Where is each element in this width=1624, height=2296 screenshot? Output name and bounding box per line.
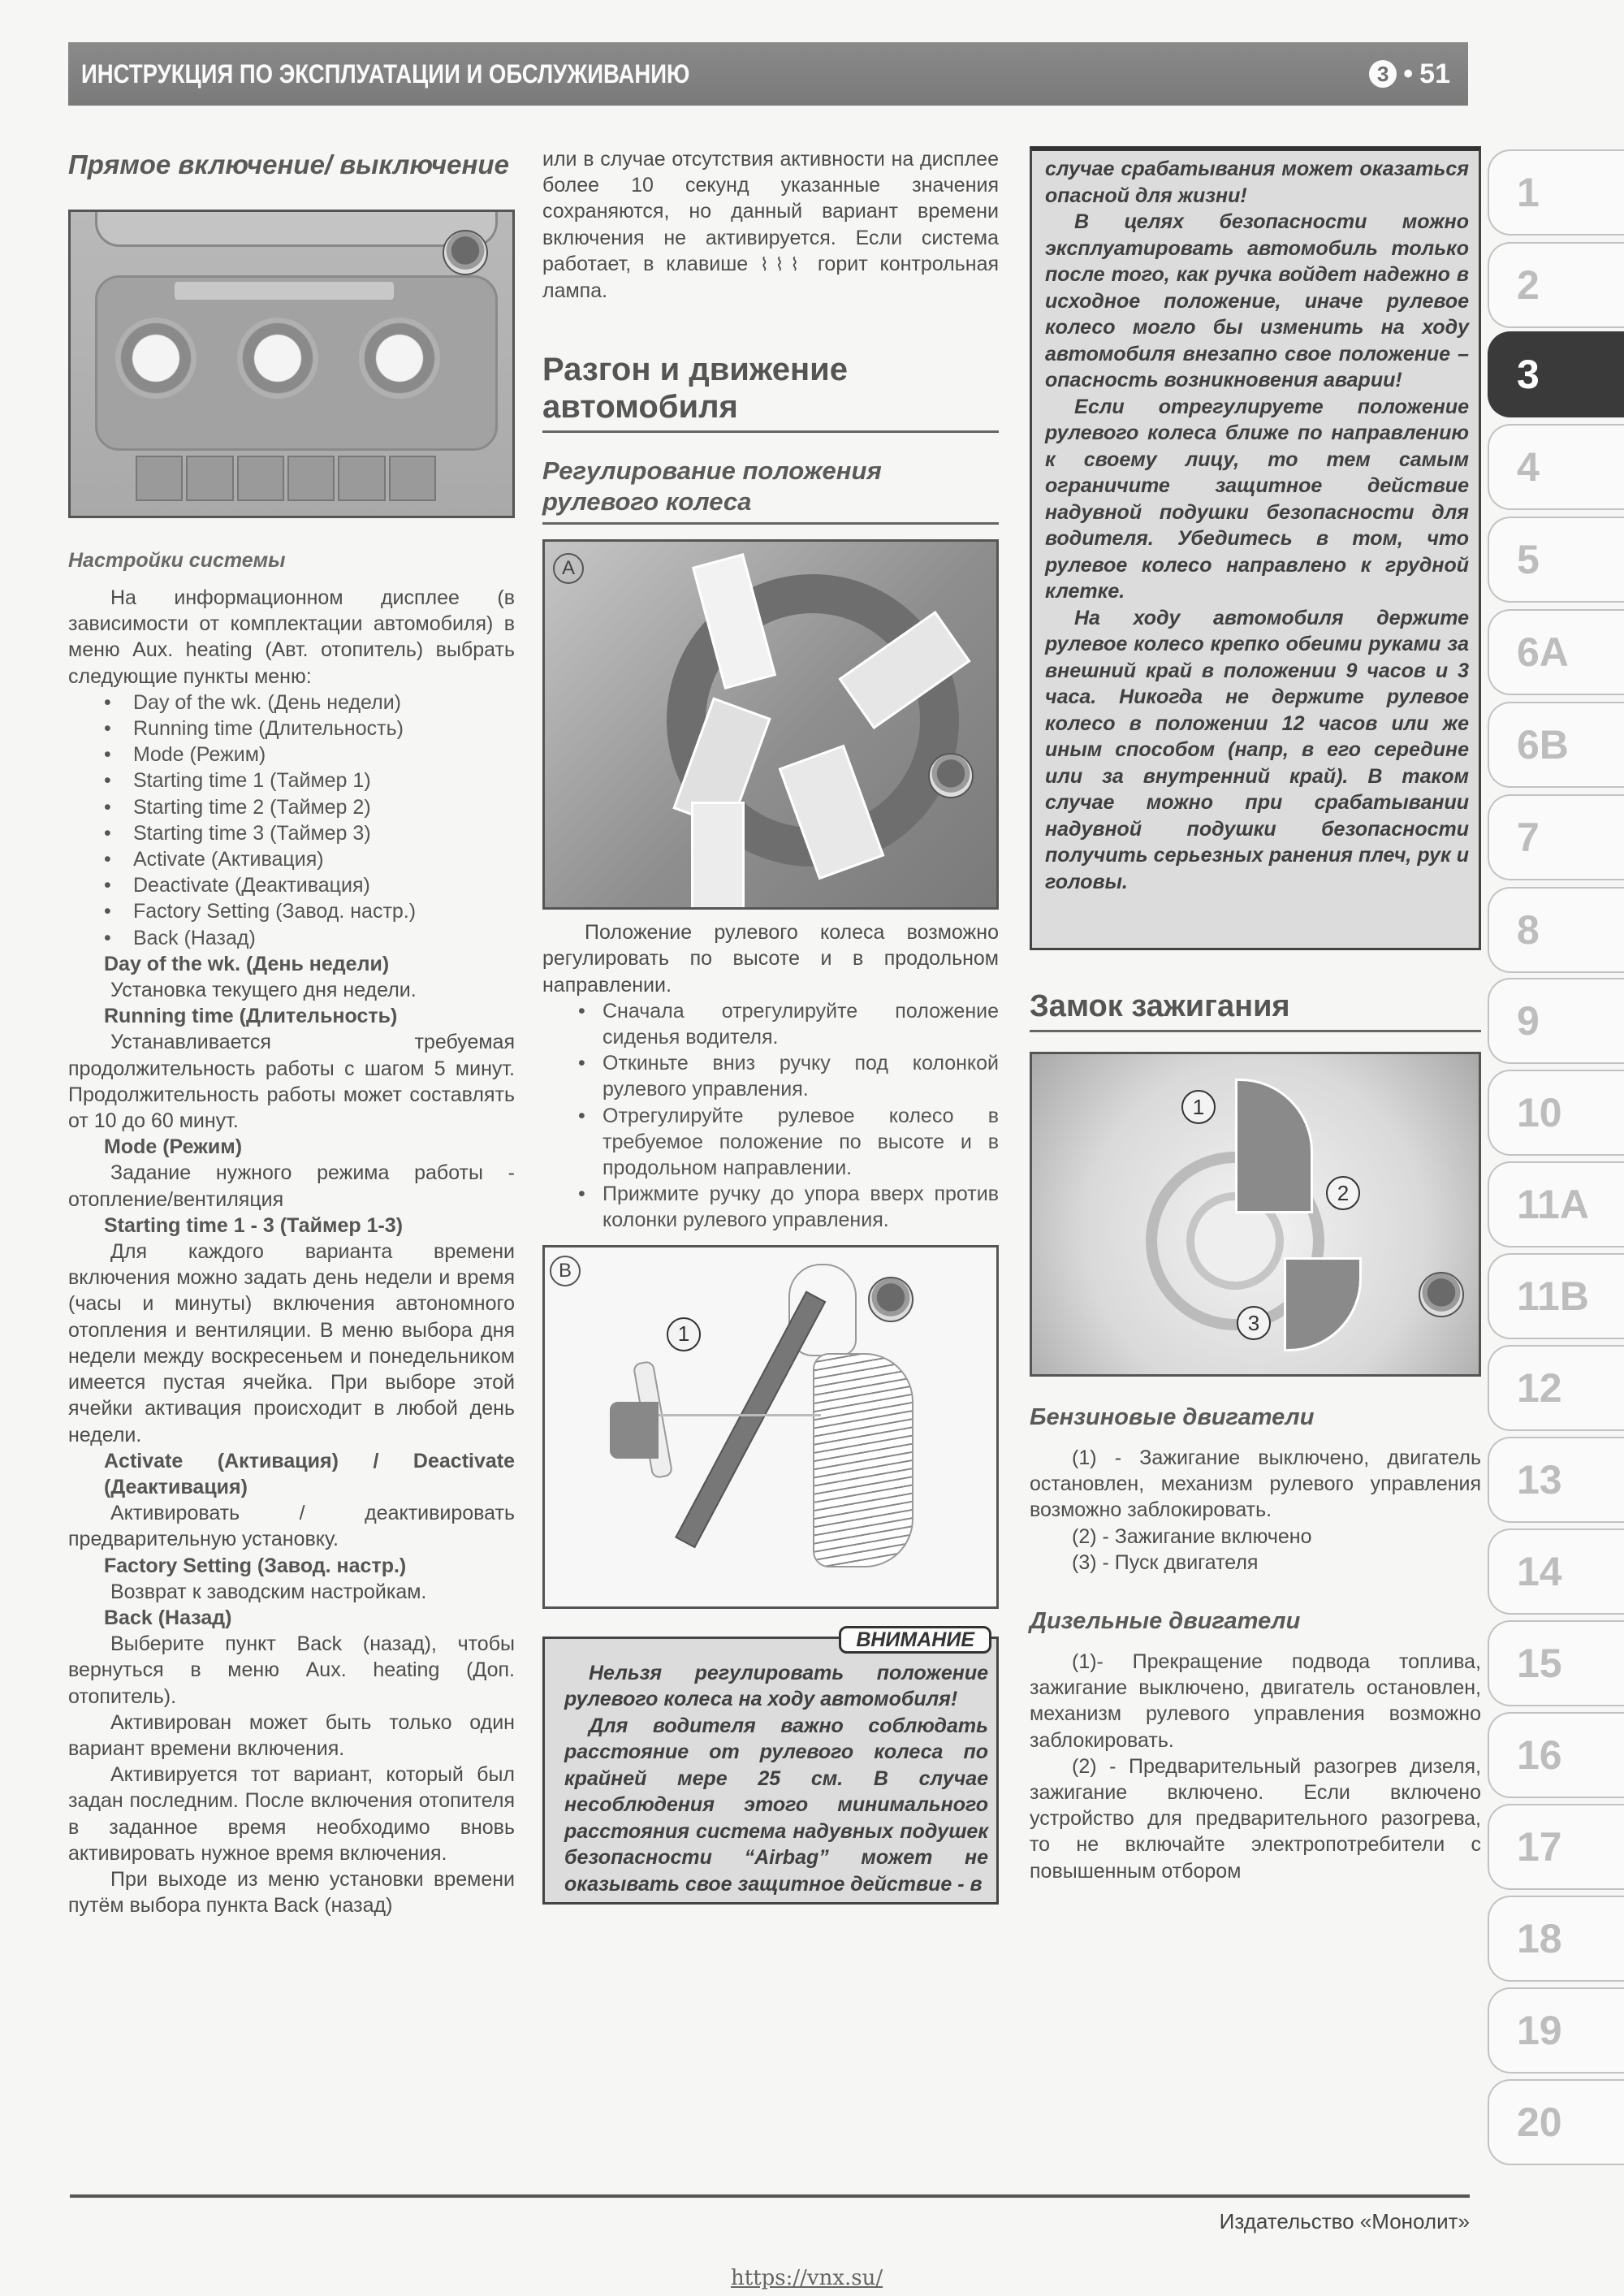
bullet-separator: • bbox=[1403, 58, 1414, 89]
tab-chapter-1[interactable]: 1 bbox=[1488, 149, 1624, 236]
distance-arrow bbox=[659, 1414, 821, 1416]
list-item: • Starting time 2 (Таймер 2) bbox=[104, 794, 515, 820]
tab-chapter-15[interactable]: 15 bbox=[1488, 1620, 1624, 1706]
petrol-item: (2) - Зажигание включено bbox=[1072, 1524, 1312, 1548]
figure-label-b: B bbox=[550, 1256, 581, 1286]
subheading-steering-adjustment: Регулирование положения рулевого колеса bbox=[542, 456, 999, 525]
tab-chapter-4[interactable]: 4 bbox=[1488, 424, 1624, 510]
panel-button bbox=[287, 456, 335, 501]
list-item: • Прижмите ручку до упора вверх против колонки рулевого управления. bbox=[578, 1181, 999, 1233]
definition-text: Активировать / деактивировать предварительную установку. bbox=[68, 1502, 515, 1551]
page-header-bar bbox=[68, 42, 1468, 106]
term-day-of-week: Day of the wk. (День недели) bbox=[104, 952, 390, 975]
term-starting-time: Starting time 1 - 3 (Таймер 1-3) bbox=[104, 1213, 404, 1237]
paragraph-exit-menu: При выходе из меню установки времени путём выбора пункта Back (назад) bbox=[68, 1867, 515, 1918]
panel-button bbox=[338, 456, 385, 501]
diesel-item: (1)- Прекращение подвода топлива, зажигание выключено, двигатель остановлен, механизм рулевого управления возможно заблокировать. bbox=[1030, 1650, 1481, 1752]
list-item: • Day of the wk. (День недели) bbox=[104, 690, 515, 716]
tab-chapter-2[interactable]: 2 bbox=[1488, 242, 1624, 328]
warning-paragraph: Нельзя регулировать положение рулевого колеса на ходу автомобиля! bbox=[564, 1661, 988, 1711]
section-heading-ignition-lock: Замок зажигания bbox=[1030, 988, 1481, 1032]
warning-paragraph: На ходу автомобиля держите рулевое колесо крепко обеими руками за внешний край в положении 9 часов и 3 часа. Никогда не держите рулевое колесо в положении 12 часов или же иным способом (напр, в его середине или за внутренний край). В таком случае можно при срабатывании надувной подушки безопасности получить серьезных ранения плеч, рук и головы. bbox=[1045, 606, 1469, 893]
list-item: • Running time (Длительность) bbox=[104, 716, 515, 742]
list-item: • Factory Setting (Завод. настр.) bbox=[104, 898, 515, 924]
definition-text: Устанавливается требуемая продолжительность работы с шагом 5 минут. Продолжительность работы может составлять от 10 до 60 минут. bbox=[68, 1031, 515, 1133]
manual-title: ИНСТРУКЦИЯ ПО ЭКСПЛУАТАЦИИ И ОБСЛУЖИВАНИЮ bbox=[81, 58, 690, 89]
continuation-paragraph bbox=[542, 146, 999, 304]
subheading-diesel-engines: Дизельные двигатели bbox=[1030, 1608, 1301, 1635]
panel-button bbox=[136, 456, 183, 501]
dashboard-trim bbox=[95, 212, 498, 247]
publisher-logo-icon bbox=[443, 230, 488, 275]
list-item: • Back (Назад) bbox=[104, 925, 515, 951]
list-item: • Откиньте вниз ручку под колонкой рулевого управления. bbox=[578, 1050, 999, 1102]
section-heading-acceleration: Разгон и движение автомобиля bbox=[542, 351, 999, 433]
publisher-logo-icon bbox=[868, 1277, 914, 1322]
callout-2: 2 bbox=[1326, 1176, 1360, 1210]
term-running-time: Running time (Длительность) bbox=[104, 1005, 398, 1028]
temperature-knob bbox=[115, 318, 197, 399]
tab-chapter-20[interactable]: 20 bbox=[1488, 2079, 1624, 2165]
paragraph-active-one: Активирован может быть только один вариант времени включения. bbox=[68, 1710, 515, 1760]
tab-chapter-11a[interactable]: 11A bbox=[1488, 1161, 1624, 1247]
tab-chapter-11b[interactable]: 11B bbox=[1488, 1253, 1624, 1339]
list-item: • Сначала отрегулируйте положение сиденья водителя. bbox=[578, 998, 999, 1050]
footer-divider bbox=[70, 2194, 1470, 2198]
chapter-number-badge: 3 bbox=[1369, 60, 1397, 88]
tab-chapter-16[interactable]: 16 bbox=[1488, 1712, 1624, 1798]
callout-1: 1 bbox=[1181, 1090, 1216, 1124]
tab-chapter-5[interactable]: 5 bbox=[1488, 517, 1624, 603]
term-mode: Mode (Режим) bbox=[104, 1135, 243, 1159]
steering-steps-list bbox=[542, 998, 999, 1234]
panel-button bbox=[389, 456, 436, 501]
term-activate-deactivate: Activate (Активация) / Deactivate (Деактивация) bbox=[104, 1449, 515, 1498]
publisher-logo-icon bbox=[928, 753, 974, 798]
tab-chapter-6a[interactable]: 6A bbox=[1488, 609, 1624, 695]
panel-button bbox=[237, 456, 284, 501]
diesel-item: (2) - Предварительный разогрев дизеля, зажигание включено. Если включено устройство для предварительного разогрева, то не включайте электропотребители с повышенным отбором bbox=[1030, 1754, 1481, 1883]
button-row bbox=[136, 456, 436, 501]
column-1 bbox=[68, 146, 515, 1918]
term-factory-setting: Factory Setting (Завод. настр.) bbox=[104, 1554, 407, 1577]
list-item: • Mode (Режим) bbox=[104, 742, 515, 767]
menu-items-list bbox=[68, 690, 515, 951]
tab-chapter-9[interactable]: 9 bbox=[1488, 978, 1624, 1064]
warning-paragraph: В целях безопасности можно эксплуатировать автомобиль только после того, как ручка войдет надежно в исходное положение, иначе рулевое колесо могло бы изменить на ходу автомобиля внезапно свое положение – опасность возникновения аварии! bbox=[1045, 210, 1469, 391]
tab-chapter-7[interactable]: 7 bbox=[1488, 794, 1624, 880]
subheading-system-settings: Настройки системы bbox=[68, 549, 286, 572]
definition-text: Задание нужного режима работы - отопление/вентиляция bbox=[68, 1161, 515, 1211]
list-item: • Starting time 1 (Таймер 1) bbox=[104, 767, 515, 793]
panel-button bbox=[186, 456, 233, 501]
tab-chapter-19[interactable]: 19 bbox=[1488, 1987, 1624, 2073]
tab-chapter-10[interactable]: 10 bbox=[1488, 1070, 1624, 1156]
figure-label-a: A bbox=[553, 553, 584, 584]
tab-chapter-18[interactable]: 18 bbox=[1488, 1896, 1624, 1982]
warning-box-continued bbox=[1030, 146, 1481, 950]
warning-paragraph: Для водителя важно соблюдать расстояние от рулевого колеса по крайней мере 25 см. В случае несоблюдения этого минимального расстояния система надувных подушек безопасности “Airbag” может не оказывать свое защитное действие - в bbox=[564, 1714, 988, 1896]
fan-speed-knob bbox=[237, 318, 318, 399]
petrol-item: (3) - Пуск двигателя bbox=[1072, 1550, 1259, 1574]
display-strip bbox=[175, 282, 394, 300]
page-number: 51 bbox=[1419, 58, 1450, 89]
figure-ignition-lock bbox=[1030, 1052, 1481, 1377]
heater-icon: ⌇⌇⌇ bbox=[760, 253, 806, 275]
rotation-arrow-icon bbox=[1235, 1079, 1313, 1213]
section-heading-direct-switch: Прямое включение/ выключение bbox=[68, 149, 509, 179]
continuation-text: или в случае отсутствия активности на дисплее более 10 секунд указанные значения сохраняются, но данный вариант времени включения не активируется. Если система работает, в клавише bbox=[542, 148, 999, 275]
tab-chapter-14[interactable]: 14 bbox=[1488, 1529, 1624, 1615]
list-item: • Отрегулируйте рулевое колесо в требуемое положение по высоте и в продольном направлении. bbox=[578, 1103, 999, 1182]
publisher-name: Издательство «Монолит» bbox=[1219, 2209, 1470, 2233]
driver-torso-ribcage bbox=[813, 1353, 914, 1567]
figure-a-steering-wheel bbox=[542, 539, 999, 910]
definition-text: Выберите пункт Back (назад), чтобы вернуться в меню Aux. heating (Доп. отопитель). bbox=[68, 1632, 515, 1708]
publisher-logo-icon bbox=[1419, 1272, 1464, 1317]
airbag-module bbox=[610, 1402, 659, 1459]
continuation-end-text: горит контрольная лампа. bbox=[542, 252, 1000, 303]
figure-b-driver-posture bbox=[542, 1245, 999, 1609]
petrol-item: (1) - Зажигание выключено, двигатель остановлен, механизм рулевого управления возможно заблокировать. bbox=[1030, 1446, 1481, 1522]
figure-climate-panel bbox=[68, 210, 515, 518]
tab-chapter-6b[interactable]: 6B bbox=[1488, 702, 1624, 788]
column-2 bbox=[542, 146, 999, 1905]
rotation-arrow-icon bbox=[1284, 1257, 1362, 1351]
source-url-link[interactable]: https://vnx.su/ bbox=[731, 2266, 883, 2290]
steering-intro-paragraph: Положение рулевого колеса возможно регулировать по высоте и в продольном направлении. bbox=[542, 921, 999, 997]
intro-paragraph: На информационном дисплее (в зависимости от комплектации автомобиля) в меню Aux. heating (Авт. отопитель) выбрать следующие пункты меню: bbox=[68, 586, 515, 688]
subheading-petrol-engines: Бензиновые двигатели bbox=[1030, 1404, 1315, 1430]
column-3 bbox=[1030, 146, 1481, 1884]
tab-chapter-3[interactable]: 3 bbox=[1488, 331, 1624, 417]
term-back: Back (Назад) bbox=[104, 1606, 232, 1629]
air-distribution-knob bbox=[359, 318, 440, 399]
list-item: • Starting time 3 (Таймер 3) bbox=[104, 820, 515, 846]
list-item: • Activate (Активация) bbox=[104, 846, 515, 872]
tab-chapter-12[interactable]: 12 bbox=[1488, 1345, 1624, 1431]
page-indicator bbox=[1369, 58, 1450, 90]
callout-3: 3 bbox=[1237, 1306, 1271, 1340]
paragraph-last-activated: Активируется тот вариант, который был задан последним. После включения отопителя в заданное время необходимо вновь активировать нужное время включения. bbox=[68, 1763, 515, 1865]
callout-1: 1 bbox=[667, 1317, 701, 1351]
definition-text: Возврат к заводским настройкам. bbox=[110, 1580, 427, 1603]
list-item: • Deactivate (Деактивация) bbox=[104, 872, 515, 898]
warning-tag: ВНИМАНИЕ bbox=[839, 1626, 991, 1654]
definition-text: Установка текущего дня недели. bbox=[110, 979, 417, 1002]
warning-paragraph: случае срабатывания может оказаться опасной для жизни! bbox=[1045, 158, 1469, 207]
tab-chapter-13[interactable]: 13 bbox=[1488, 1437, 1624, 1523]
tab-chapter-8[interactable]: 8 bbox=[1488, 887, 1624, 973]
warning-paragraph: Если отрегулируете положение рулевого колеса ближе по направлению к своему лицу, то тем самым ограничите защитное действие надувной подушки безопасности для водителя. Убедитесь в том, что рулевое колесо направлено к грудной клетке. bbox=[1045, 395, 1469, 603]
arrow-down-icon bbox=[691, 802, 745, 910]
tab-chapter-17[interactable]: 17 bbox=[1488, 1804, 1624, 1890]
definition-text: Для каждого варианта времени включения можно задать день недели и время (часы и минуты) включения автономного отопления и вентиляции. В меню выбора дня недели между воскресеньем и понедельником имеется пустая ячейка. При выборе этой ячейки активация происходит в любой день недели. bbox=[68, 1240, 515, 1446]
warning-box bbox=[542, 1628, 999, 1905]
